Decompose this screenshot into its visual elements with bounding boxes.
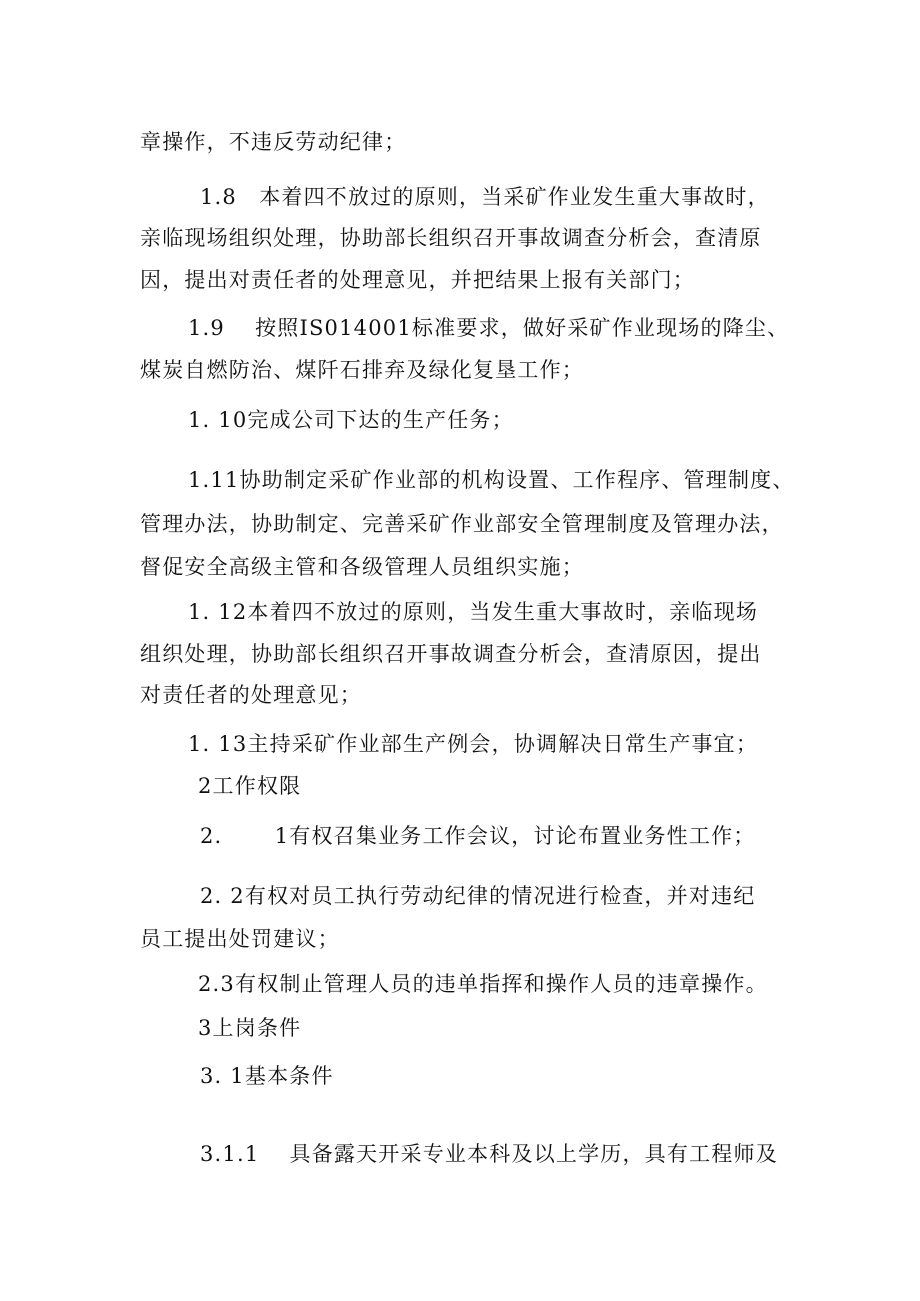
- text-line: 1. 12本着四不放过的原则，当发生重大事故时，亲临现场: [188, 600, 759, 624]
- text-line: 2. 2有权对员工执行劳动纪律的情况进行检查，并对违纪: [200, 884, 756, 908]
- text-line: 1. 10完成公司下达的生产任务；: [188, 408, 514, 432]
- text-line: 对责任者的处理意见；: [140, 683, 362, 707]
- subsection-heading: 3. 1基本条件: [200, 1064, 334, 1088]
- text-line: 2.3有权制止管理人员的违单指挥和操作人员的违章操作。: [198, 972, 768, 996]
- text-line: 煤炭自燃防治、煤阡石排弃及绿化复垦工作；: [140, 358, 584, 382]
- text-line: 督促安全高级主管和各级管理人员组织实施；: [140, 555, 584, 579]
- text-line: 1.11协助制定采矿作业部的机构设置、工作程序、管理制度、: [188, 468, 795, 492]
- text-line: 章操作，不违反劳动纪律；: [140, 130, 407, 154]
- text-line: 1.8 本着四不放过的原则，当采矿作业发生重大事故时，: [200, 185, 770, 209]
- text-line: 组织处理，协助部长组织召开事故调查分析会，查清原因，提出: [140, 642, 762, 666]
- text-line: 1. 13主持采矿作业部生产例会，协调解决日常生产事宜；: [188, 732, 759, 756]
- text-line: 1.9 按照IS014001标准要求，做好采矿作业现场的降尘、: [188, 316, 790, 340]
- text-line: 2. 1有权召集业务工作会议，讨论布置业务性工作；: [200, 824, 756, 848]
- text-line: 亲临现场组织处理，协助部长组织召开事故调查分析会，查清原: [140, 226, 762, 250]
- section-heading: 3上岗条件: [198, 1016, 302, 1040]
- section-heading: 2工作权限: [198, 774, 302, 798]
- text-line: 因，提出对责任者的处理意见，并把结果上报有关部门；: [140, 268, 695, 292]
- text-line: 3.1.1 具备露天开采专业本科及以上学历，具有工程师及: [200, 1142, 778, 1166]
- text-line: 员工提出处罚建议；: [140, 927, 340, 951]
- text-line: 管理办法，协助制定、完善采矿作业部安全管理制度及管理办法，: [140, 512, 784, 536]
